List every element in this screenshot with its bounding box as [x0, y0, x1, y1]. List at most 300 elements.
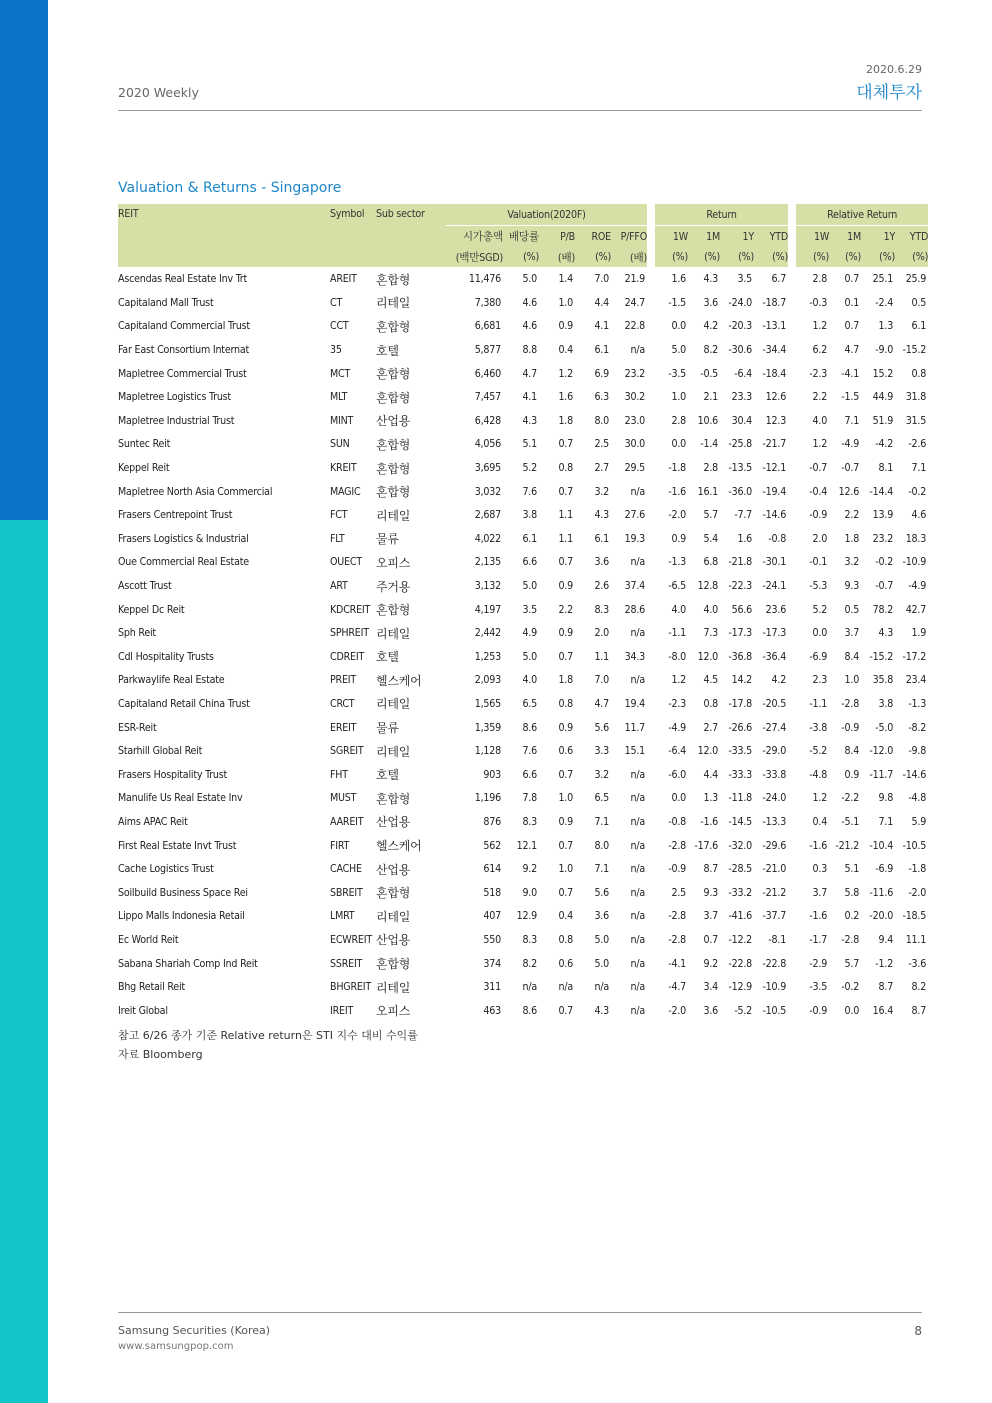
cell-rel-return-1m: 4.7	[844, 344, 860, 357]
cell-reit-name: Ireit Global	[118, 1004, 168, 1017]
cell-market-cap: 6,428	[474, 414, 501, 427]
cell-roe: 6.1	[594, 532, 609, 545]
table-body	[118, 267, 928, 1023]
cell-pffo: n/a	[630, 627, 646, 640]
cell-sub-sector: 리테일	[376, 744, 411, 759]
cell-return-1w: -8.0	[668, 650, 687, 663]
table-row	[118, 692, 928, 716]
table-row	[118, 810, 928, 834]
cell-pffo: 22.8	[624, 320, 646, 333]
cell-return-ytd: -30.1	[762, 556, 787, 569]
cell-sub-sector: 혼합형	[376, 603, 411, 618]
cell-return-ytd: -21.7	[762, 438, 787, 451]
col-header: 1M	[688, 226, 720, 248]
cell-return-1w: -2.3	[668, 697, 687, 710]
cell-rel-return-ytd: 1.9	[911, 627, 927, 640]
cell-dividend-yield: 5.0	[522, 273, 537, 286]
cell-pb: 1.1	[558, 509, 573, 522]
cell-return-ytd: -14.6	[762, 509, 787, 522]
table-row	[118, 763, 928, 787]
cell-pb: 0.9	[558, 580, 573, 593]
table-row	[118, 669, 928, 693]
cell-symbol: 35	[330, 344, 342, 357]
footer-company: Samsung Securities (Korea)	[118, 1324, 271, 1337]
table-row	[118, 834, 928, 858]
cell-pb: 0.7	[558, 438, 573, 451]
cell-rel-return-1y: 23.2	[872, 532, 894, 545]
cell-return-1w: -1.5	[668, 296, 687, 309]
cell-return-ytd: -13.1	[762, 320, 787, 333]
cell-market-cap: 4,056	[474, 438, 501, 451]
cell-rel-return-ytd: -18.5	[902, 910, 927, 923]
footer-url: www.samsungpop.com	[118, 1341, 234, 1352]
cell-symbol: BHGREIT	[330, 981, 371, 994]
table-row	[118, 480, 928, 504]
cell-pb: 0.7	[558, 485, 573, 498]
cell-pb: 0.7	[558, 556, 573, 569]
cell-return-1y: -36.0	[728, 485, 753, 498]
cell-rel-return-1y: 3.8	[878, 697, 894, 710]
cell-reit-name: First Real Estate Invt Trust	[118, 839, 237, 852]
cell-reit-name: Mapletree Commercial Trust	[118, 367, 247, 380]
cell-return-ytd: -0.8	[768, 532, 787, 545]
cell-rel-return-ytd: 23.4	[905, 674, 927, 687]
unit-header: (%)	[503, 247, 539, 267]
cell-symbol: SSREIT	[330, 957, 363, 970]
cell-rel-return-1w: 4.0	[812, 414, 828, 427]
cell-rel-return-1m: -4.9	[841, 438, 860, 451]
cell-rel-return-1w: 1.2	[812, 438, 828, 451]
cell-market-cap: 407	[483, 910, 501, 923]
cell-pb: 1.8	[558, 414, 573, 427]
cell-return-1y: -17.8	[728, 697, 753, 710]
cell-sub-sector: 리테일	[376, 980, 411, 995]
cell-return-1y: 56.6	[731, 603, 753, 616]
cell-reit-name: Keppel Reit	[118, 462, 170, 475]
cell-return-1w: 4.0	[671, 603, 687, 616]
cell-return-1w: 1.2	[671, 674, 687, 687]
cell-roe: 5.0	[594, 957, 609, 970]
cell-dividend-yield: 9.2	[522, 863, 537, 876]
cell-return-1y: -20.3	[728, 320, 753, 333]
cell-symbol: SPHREIT	[330, 627, 369, 640]
cell-symbol: OUECT	[330, 556, 362, 569]
cell-return-1y: 1.6	[737, 532, 753, 545]
cell-return-1m: 8.2	[703, 344, 719, 357]
cell-return-1m: 16.1	[697, 485, 719, 498]
table-row	[118, 857, 928, 881]
cell-rel-return-1y: -12.0	[869, 745, 894, 758]
cell-market-cap: 3,132	[474, 580, 501, 593]
cell-return-1m: 3.7	[703, 910, 719, 923]
cell-dividend-yield: 6.6	[522, 556, 537, 569]
cell-rel-return-ytd: -2.6	[908, 438, 927, 451]
table-row	[118, 456, 928, 480]
table-header	[118, 204, 928, 267]
table-row	[118, 739, 928, 763]
cell-symbol: AAREIT	[330, 815, 364, 828]
cell-rel-return-1m: 3.7	[844, 627, 860, 640]
cell-sub-sector: 산업용	[376, 414, 411, 429]
cell-rel-return-ytd: -1.8	[908, 863, 927, 876]
cell-pffo: n/a	[630, 674, 646, 687]
cell-dividend-yield: 4.3	[522, 414, 537, 427]
cell-rel-return-1w: 5.2	[812, 603, 828, 616]
cell-rel-return-1w: -0.9	[809, 509, 828, 522]
cell-rel-return-ytd: -10.9	[902, 556, 927, 569]
cell-roe: 3.2	[594, 485, 609, 498]
cell-rel-return-1m: 1.0	[844, 674, 860, 687]
cell-sub-sector: 혼합형	[376, 367, 411, 382]
cell-rel-return-1m: 3.2	[844, 556, 860, 569]
cell-reit-name: Frasers Centrepoint Trust	[118, 509, 233, 522]
table-row	[118, 338, 928, 362]
cell-reit-name: Bhg Retail Reit	[118, 981, 185, 994]
cell-return-1y: -33.3	[728, 768, 753, 781]
cell-pffo: 28.6	[624, 603, 646, 616]
cell-symbol: IREIT	[330, 1004, 354, 1017]
table-note: 참고 6/26 종가 기준 Relative return은 STI 지수 대비 수익률	[118, 1029, 418, 1042]
cell-pffo: n/a	[630, 815, 646, 828]
cell-return-1y: -30.6	[728, 344, 753, 357]
cell-return-ytd: -17.3	[762, 627, 787, 640]
cell-rel-return-1m: 8.4	[844, 650, 860, 663]
table-row	[118, 621, 928, 645]
cell-rel-return-1m: 5.8	[844, 886, 860, 899]
cell-return-1w: 1.6	[671, 273, 687, 286]
cell-rel-return-1m: 1.8	[844, 532, 860, 545]
cell-sub-sector: 혼합형	[376, 957, 411, 972]
unit-header: (%)	[861, 247, 895, 267]
cell-pffo: n/a	[630, 485, 646, 498]
cell-rel-return-ytd: 31.5	[905, 414, 927, 427]
cell-market-cap: 311	[483, 981, 501, 994]
cell-symbol: SBREIT	[330, 886, 363, 899]
cell-rel-return-1y: -10.4	[869, 839, 894, 852]
cell-rel-return-1m: -0.2	[841, 981, 860, 994]
cell-return-1m: 3.6	[703, 1004, 719, 1017]
cell-sub-sector: 산업용	[376, 815, 411, 830]
cell-rel-return-1m: 8.4	[844, 745, 860, 758]
cell-roe: 5.0	[594, 933, 609, 946]
cell-pffo: n/a	[630, 957, 646, 970]
cell-pb: 1.2	[558, 367, 573, 380]
cell-roe: 4.3	[594, 1004, 609, 1017]
cell-roe: 2.7	[594, 462, 609, 475]
cell-pffo: 11.7	[624, 721, 646, 734]
col-header: YTD	[754, 226, 788, 248]
cell-roe: 1.1	[594, 650, 609, 663]
cell-dividend-yield: 6.5	[522, 697, 537, 710]
cell-pb: 1.1	[558, 532, 573, 545]
cell-dividend-yield: 8.3	[522, 815, 537, 828]
cell-rel-return-ytd: -8.2	[908, 721, 927, 734]
unit-header: (%)	[720, 247, 754, 267]
cell-pb: 0.8	[558, 697, 573, 710]
cell-return-ytd: -36.4	[762, 650, 787, 663]
cell-return-1w: -2.8	[668, 933, 687, 946]
cell-return-1y: -14.5	[728, 815, 753, 828]
cell-return-1w: -4.1	[668, 957, 687, 970]
cell-rel-return-ytd: -9.8	[908, 745, 927, 758]
cell-rel-return-1y: -0.2	[875, 556, 894, 569]
cell-rel-return-1w: 0.4	[812, 815, 828, 828]
header-valuation: Valuation(2020F)	[446, 204, 647, 226]
table-row	[118, 787, 928, 811]
cell-reit-name: Aims APAC Reit	[118, 815, 188, 828]
cell-pb: 0.9	[558, 627, 573, 640]
cell-rel-return-1m: 0.5	[844, 603, 860, 616]
cell-sub-sector: 리테일	[376, 508, 411, 523]
table-row	[118, 952, 928, 976]
table-row	[118, 551, 928, 575]
cell-return-1m: 7.3	[703, 627, 719, 640]
cell-sub-sector: 혼합형	[376, 319, 411, 334]
cell-rel-return-1y: 15.2	[872, 367, 894, 380]
cell-sub-sector: 산업용	[376, 862, 411, 877]
cell-roe: 8.0	[594, 414, 609, 427]
cell-return-1w: 0.9	[671, 532, 687, 545]
cell-rel-return-ytd: 8.2	[911, 981, 927, 994]
cell-pffo: n/a	[630, 863, 646, 876]
cell-return-ytd: -10.9	[762, 981, 787, 994]
cell-return-1y: -32.0	[728, 839, 753, 852]
cell-return-ytd: -18.7	[762, 296, 787, 309]
cell-return-1y: -6.4	[734, 367, 753, 380]
cell-market-cap: 4,197	[474, 603, 501, 616]
cell-sub-sector: 혼합형	[376, 437, 411, 452]
cell-rel-return-ytd: 0.8	[911, 367, 927, 380]
unit-header: (%)	[688, 247, 720, 267]
cell-rel-return-ytd: 6.1	[911, 320, 927, 333]
cell-return-1w: 5.0	[671, 344, 687, 357]
cell-return-1w: -3.5	[668, 367, 687, 380]
cell-symbol: MINT	[330, 414, 354, 427]
cell-return-1y: -41.6	[728, 910, 753, 923]
table-row	[118, 315, 928, 339]
cell-pb: 2.2	[558, 603, 573, 616]
cell-rel-return-1m: 5.7	[844, 957, 860, 970]
cell-rel-return-1m: 0.9	[844, 768, 860, 781]
cell-symbol: MLT	[330, 391, 348, 404]
cell-rel-return-1w: 2.3	[812, 674, 828, 687]
cell-symbol: ART	[330, 580, 348, 593]
cell-return-1y: -28.5	[728, 863, 753, 876]
cell-return-1m: -0.5	[700, 367, 719, 380]
cell-return-1m: -17.6	[694, 839, 719, 852]
cell-return-ytd: -10.5	[762, 1004, 787, 1017]
cell-reit-name: Keppel Dc Reit	[118, 603, 185, 616]
cell-return-ytd: -37.7	[762, 910, 787, 923]
cell-rel-return-1y: -20.0	[869, 910, 894, 923]
cell-return-1y: 23.3	[731, 391, 753, 404]
cell-rel-return-ytd: -17.2	[902, 650, 927, 663]
cell-symbol: CDREIT	[330, 650, 365, 663]
cell-roe: n/a	[594, 981, 609, 994]
header-reit: REIT	[118, 204, 330, 267]
cell-market-cap: 1,565	[474, 697, 501, 710]
table-row	[118, 999, 928, 1023]
cell-reit-name: Ec World Reit	[118, 933, 179, 946]
cell-rel-return-ytd: -2.0	[908, 886, 927, 899]
cell-reit-name: Mapletree Logistics Trust	[118, 391, 231, 404]
cell-reit-name: Frasers Hospitality Trust	[118, 768, 228, 781]
cell-rel-return-ytd: 0.5	[911, 296, 927, 309]
cell-return-1y: -22.3	[728, 580, 753, 593]
cell-market-cap: 2,135	[474, 556, 501, 569]
cell-rel-return-1w: 1.2	[812, 320, 828, 333]
cell-pb: 0.7	[558, 1004, 573, 1017]
cell-return-1m: 4.5	[703, 674, 719, 687]
cell-dividend-yield: 4.9	[522, 627, 537, 640]
cell-market-cap: 6,681	[474, 320, 501, 333]
cell-pb: 0.8	[558, 933, 573, 946]
cell-return-ytd: 6.7	[771, 273, 787, 286]
table-row	[118, 385, 928, 409]
cell-sub-sector: 리테일	[376, 909, 411, 924]
cell-market-cap: 3,695	[474, 462, 501, 475]
cell-rel-return-1y: 7.1	[878, 815, 894, 828]
cell-roe: 4.4	[594, 296, 609, 309]
cell-return-1y: 3.5	[737, 273, 753, 286]
cell-return-1y: -22.8	[728, 957, 753, 970]
cell-dividend-yield: 12.1	[516, 839, 537, 852]
cell-rel-return-ytd: -14.6	[902, 768, 927, 781]
cell-return-ytd: -12.1	[762, 462, 787, 475]
cell-reit-name: Manulife Us Real Estate Inv	[118, 792, 243, 805]
cell-sub-sector: 헬스케어	[376, 839, 422, 854]
cell-return-1m: 12.8	[697, 580, 719, 593]
cell-return-1w: 2.5	[671, 886, 687, 899]
cell-market-cap: 876	[483, 815, 501, 828]
cell-rel-return-1y: -11.6	[869, 886, 894, 899]
cell-return-ytd: -19.4	[762, 485, 787, 498]
cell-sub-sector: 혼합형	[376, 272, 411, 287]
cell-sub-sector: 리테일	[376, 626, 411, 641]
cell-rel-return-1w: 2.8	[812, 273, 828, 286]
cell-return-1w: -6.4	[668, 745, 687, 758]
cell-return-1m: 3.4	[703, 981, 719, 994]
cell-reit-name: Sabana Shariah Comp Ind Reit	[118, 957, 258, 970]
cell-rel-return-1y: 35.8	[872, 674, 894, 687]
cell-sub-sector: 호텔	[376, 343, 399, 358]
col-header: P/B	[539, 226, 575, 248]
report-date: 2020.6.29	[866, 63, 922, 76]
cell-rel-return-1w: -0.4	[809, 485, 828, 498]
cell-roe: 6.9	[594, 367, 609, 380]
cell-market-cap: 1,196	[474, 792, 501, 805]
cell-return-ytd: -22.8	[762, 957, 787, 970]
cell-return-1m: 2.1	[703, 391, 719, 404]
cell-dividend-yield: 7.6	[522, 745, 537, 758]
cell-return-ytd: -33.8	[762, 768, 787, 781]
cell-return-1y: -36.8	[728, 650, 753, 663]
cell-dividend-yield: 9.0	[522, 886, 537, 899]
cell-pffo: 19.4	[624, 697, 646, 710]
cell-roe: 4.1	[594, 320, 609, 333]
cell-rel-return-ytd: 8.7	[911, 1004, 927, 1017]
cell-return-1m: 10.6	[697, 414, 719, 427]
cell-pffo: 30.2	[624, 391, 646, 404]
cell-rel-return-1w: 0.0	[812, 627, 828, 640]
cell-rel-return-1w: 2.2	[812, 391, 828, 404]
cell-return-1y: -21.8	[728, 556, 753, 569]
cell-pffo: 15.1	[624, 745, 646, 758]
cell-return-1y: -24.0	[728, 296, 753, 309]
cell-symbol: FHT	[330, 768, 348, 781]
cell-pffo: 21.9	[624, 273, 646, 286]
cell-pb: 1.0	[558, 296, 573, 309]
cell-sub-sector: 주거용	[376, 579, 411, 594]
cell-roe: 6.1	[594, 344, 609, 357]
cell-market-cap: 2,687	[474, 509, 501, 522]
cell-reit-name: Far East Consortium Internat	[118, 344, 250, 357]
cell-rel-return-1w: -0.9	[809, 1004, 828, 1017]
cell-rel-return-ytd: 25.9	[905, 273, 927, 286]
cell-rel-return-ytd: 42.7	[905, 603, 927, 616]
cell-return-ytd: -20.5	[762, 697, 787, 710]
cell-market-cap: 550	[483, 933, 501, 946]
cell-rel-return-1w: -0.1	[809, 556, 828, 569]
cell-pb: 0.7	[558, 650, 573, 663]
cell-return-ytd: -29.6	[762, 839, 787, 852]
cell-rel-return-1m: -0.9	[841, 721, 860, 734]
cell-rel-return-1y: -0.7	[875, 580, 894, 593]
cell-roe: 2.0	[594, 627, 609, 640]
cell-sub-sector: 리테일	[376, 296, 411, 311]
cell-rel-return-1y: 13.9	[872, 509, 894, 522]
cell-pb: n/a	[558, 981, 573, 994]
cell-roe: 7.1	[594, 863, 609, 876]
cell-dividend-yield: 7.6	[522, 485, 537, 498]
cell-return-1y: -5.2	[734, 1004, 753, 1017]
cell-return-ytd: -24.0	[762, 792, 787, 805]
cell-return-1m: 4.3	[703, 273, 719, 286]
cell-symbol: MAGIC	[330, 485, 361, 498]
cell-dividend-yield: 4.7	[522, 367, 537, 380]
cell-pffo: 23.0	[624, 414, 646, 427]
cell-rel-return-1m: 0.0	[844, 1004, 860, 1017]
cell-return-1w: -2.0	[668, 509, 687, 522]
cell-rel-return-1w: -2.9	[809, 957, 828, 970]
cell-pb: 0.9	[558, 815, 573, 828]
cell-rel-return-1m: 0.7	[844, 273, 860, 286]
cell-rel-return-1m: -2.8	[841, 697, 860, 710]
cell-market-cap: 1,253	[474, 650, 501, 663]
sidebar-accent-blue	[0, 0, 48, 520]
cell-sub-sector: 물류	[376, 532, 399, 547]
cell-return-1w: -1.1	[668, 627, 687, 640]
cell-rel-return-1m: -4.1	[841, 367, 860, 380]
cell-rel-return-1y: 16.4	[872, 1004, 894, 1017]
col-header: 1Y	[720, 226, 754, 248]
cell-return-1w: -1.8	[668, 462, 687, 475]
cell-rel-return-1m: -21.2	[835, 839, 860, 852]
cell-return-1y: -12.9	[728, 981, 753, 994]
unit-header: (배)	[611, 247, 647, 267]
cell-return-ytd: -18.4	[762, 367, 787, 380]
cell-pb: 0.7	[558, 886, 573, 899]
cell-symbol: EREIT	[330, 721, 357, 734]
col-header: 시가총액	[446, 226, 503, 248]
cell-return-ytd: -27.4	[762, 721, 787, 734]
cell-symbol: KREIT	[330, 462, 357, 475]
cell-roe: 3.6	[594, 556, 609, 569]
header-return: Return	[655, 204, 788, 226]
cell-rel-return-1w: -6.9	[809, 650, 828, 663]
cell-return-1y: -17.3	[728, 627, 753, 640]
cell-symbol: SGREIT	[330, 745, 364, 758]
